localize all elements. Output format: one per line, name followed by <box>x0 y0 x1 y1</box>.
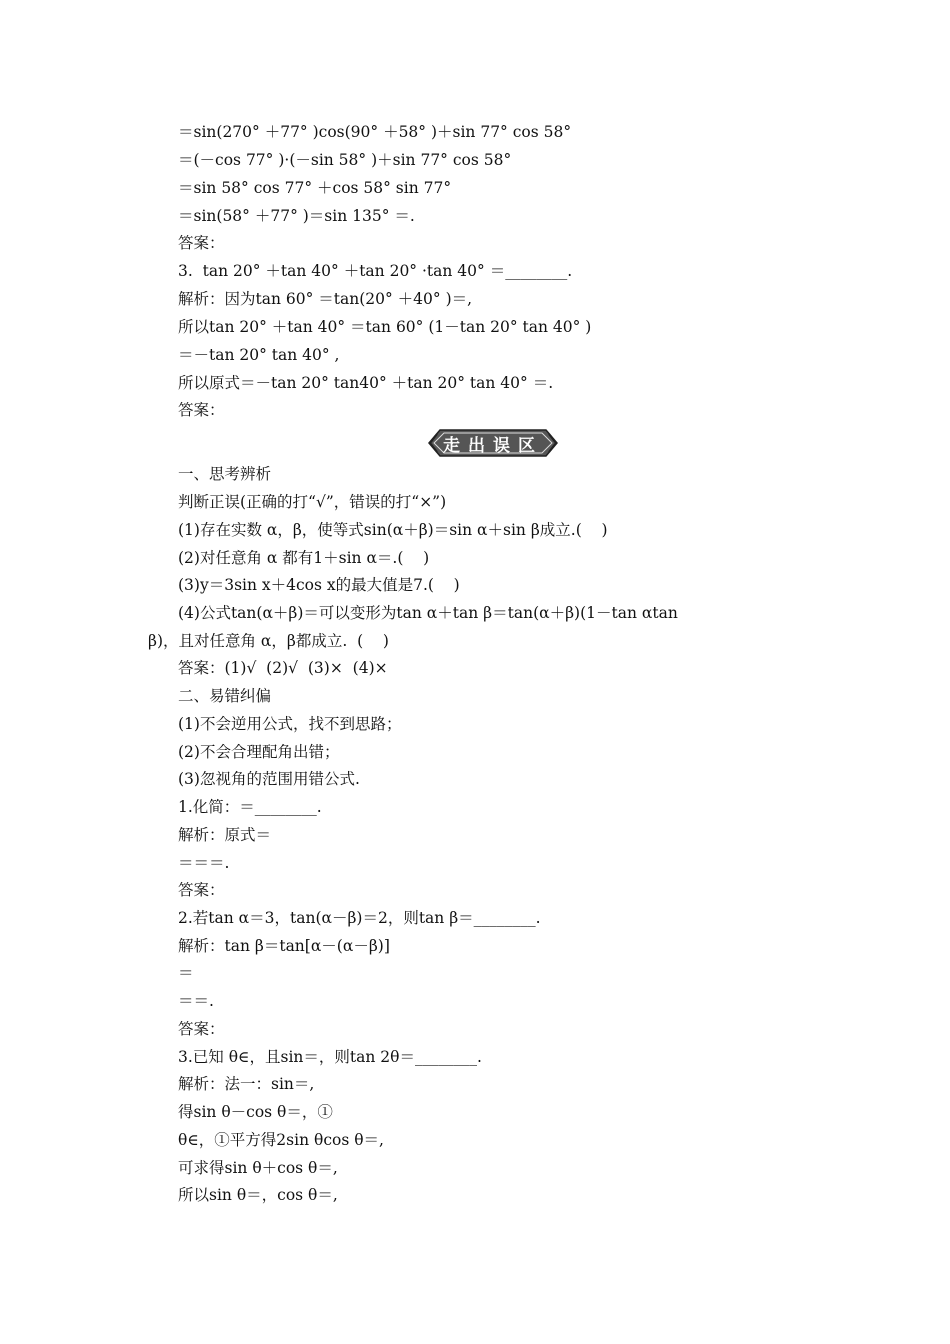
text-line: 答案： <box>178 234 225 252</box>
text-line: 解析：因为tan 60° ＝tan(20° ＋40° )＝, <box>178 290 473 308</box>
text-line: 解析：tan β＝tan[α－(α－β)] <box>178 937 390 955</box>
text-line: β)，且对任意角 α，β都成立. ( ) <box>148 632 389 650</box>
text-line: ＝ <box>178 964 194 982</box>
text-line: 3.已知 θ∈，且sin＝，则tan 2θ＝________. <box>178 1048 482 1066</box>
text-line: ＝－tan 20° tan 40° , <box>178 346 340 364</box>
text-line: (2)对任意角 α 都有1＋sin α＝.( ) <box>178 549 430 567</box>
section-banner <box>426 427 560 459</box>
text-line: ＝(－cos 77° )·(－sin 58° )＋sin 77° cos 58° <box>178 151 512 169</box>
text-line: θ∈，①平方得2sin θcos θ＝, <box>178 1131 384 1149</box>
text-line: ＝sin 58° cos 77° ＋cos 58° sin 77° <box>178 179 452 197</box>
banner-title: 走出误区 <box>443 435 543 456</box>
text-line: 所以原式＝－tan 20° tan40° ＋tan 20° tan 40° ＝. <box>178 374 554 392</box>
text-line: 二、易错纠偏 <box>178 687 272 705</box>
text-line: 答案：(1)√ (2)√ (3)× (4)× <box>178 659 388 677</box>
text-line: ＝＝. <box>178 992 214 1010</box>
text-line: 解析：原式＝ <box>178 826 272 844</box>
text-line: 判断正误(正确的打“√”，错误的打“×”) <box>178 493 447 511</box>
text-line: 2.若tan α＝3，tan(α－β)＝2，则tan β＝________. <box>178 909 541 927</box>
text-line: 答案： <box>178 1020 225 1038</box>
text-line: 可求得sin θ＋cos θ＝, <box>178 1159 338 1177</box>
text-line: (3)y＝3sin x＋4cos x的最大值是7.( ) <box>178 576 460 594</box>
text-line: 答案： <box>178 881 225 899</box>
text-line: (4)公式tan(α＋β)＝可以变形为tan α＋tan β＝tan(α＋β)(1－tan αtan <box>178 604 678 622</box>
text-line: ＝＝＝. <box>178 854 230 872</box>
text-line: 3. tan 20° ＋tan 40° ＋tan 20° ·tan 40° ＝________. <box>178 262 573 280</box>
text-line: (3)忽视角的范围用错公式. <box>178 770 360 788</box>
text-line: ＝sin(270° ＋77° )cos(90° ＋58° )＋sin 77° cos 58° <box>178 123 572 141</box>
text-line: 所以tan 20° ＋tan 40° ＝tan 60° (1－tan 20° tan 40° ) <box>178 318 592 336</box>
text-line: (1)不会逆用公式，找不到思路； <box>178 715 402 733</box>
text-line: ＝sin(58° ＋77° )＝sin 135° ＝. <box>178 207 415 225</box>
text-line: 答案： <box>178 401 225 419</box>
text-line: 所以sin θ＝，cos θ＝, <box>178 1186 338 1204</box>
text-line: 一、思考辨析 <box>178 465 272 483</box>
text-line: (1)存在实数 α，β，使等式sin(α＋β)＝sin α＋sin β成立.( ) <box>178 521 608 539</box>
text-line: (2)不会合理配角出错； <box>178 743 340 761</box>
text-line: 得sin θ－cos θ＝，① <box>178 1103 333 1121</box>
text-line: 解析：法一：sin＝, <box>178 1075 315 1093</box>
text-line: 1.化简：＝________. <box>178 798 322 816</box>
